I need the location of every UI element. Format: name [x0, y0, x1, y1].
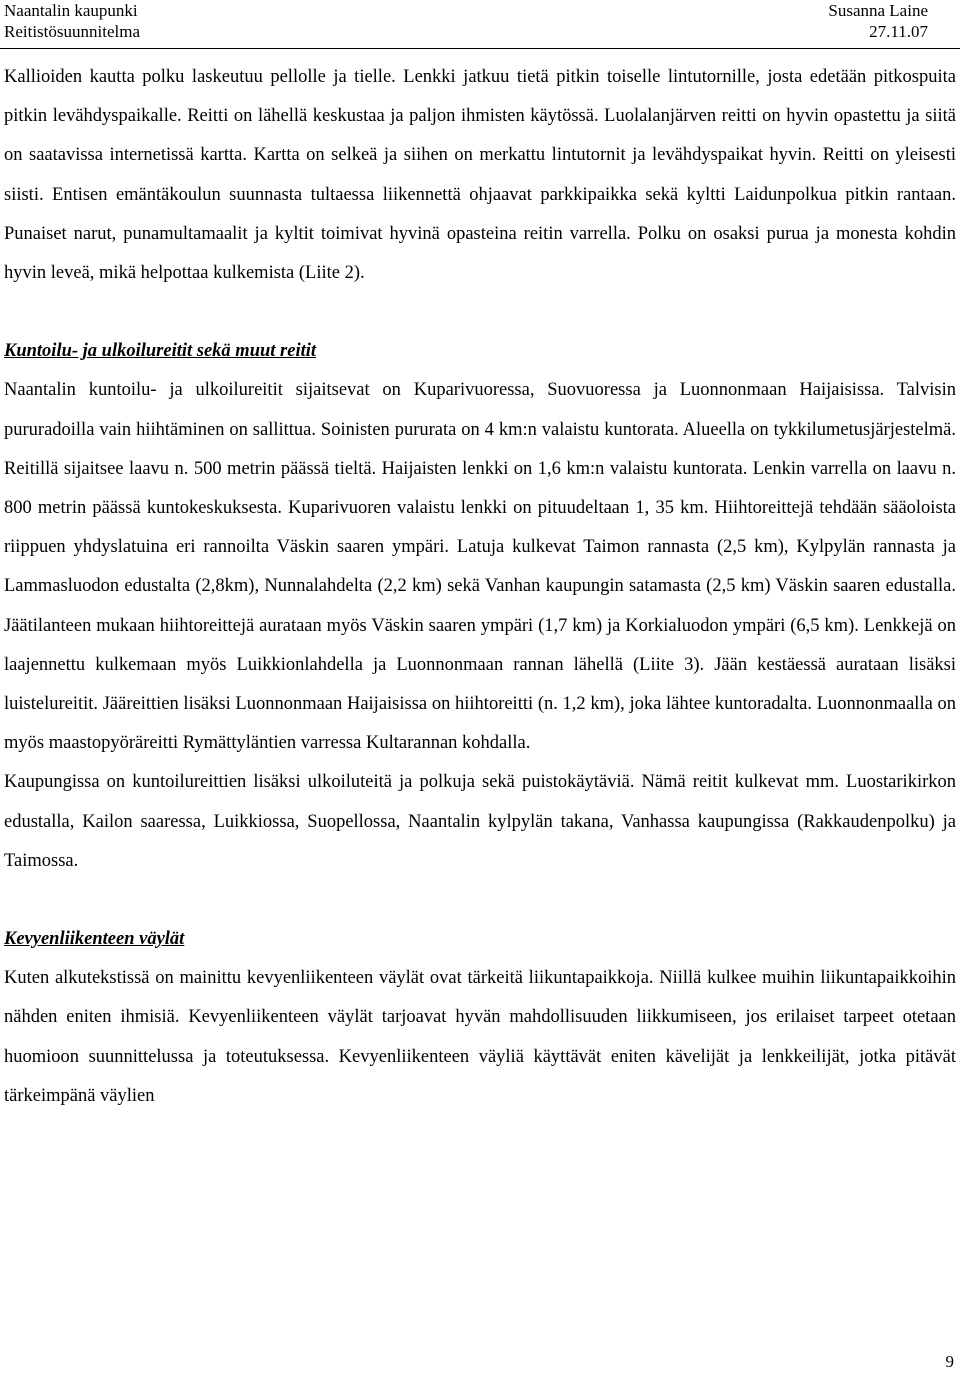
- header-divider: [0, 48, 960, 49]
- page-header: [4, 0, 928, 42]
- section-heading-light-traffic: [4, 920, 956, 959]
- routes-paragraph: Naantalin kuntoilu- ja ulkoilureitit sijaitsevat on Kuparivuoressa, Suovuoressa ja Luonnonmaan Haijaisissa. Talvisin pururadoilla vain hiihtäminen on sallittua. Soinisten pururata on 4 km:n valaistu kuntorata. Alueella on tykkilumetusjärjestelmä. Reitillä sijaitsee laavu n. 500 metrin päässä tieltä. Haijaisten lenkki on 1,6 km:n valaistu kuntorata. Lenkin varrella on laavu n. 800 metrin päässä kuntokeskuksesta. Kuparivuoren valaistu lenkki on pituudeltaan 1, 35 km. Hiihtoreittejä tehdään sääoloista riippuen yhdyslatuina eri rannoilta Väskin saaren ympäri. Latuja kulkevat Taimon rannasta (2,5 km), Kylpylän rannasta ja Lammasluodon edustalta (2,8km), Nunnalahdelta (2,2 km) sekä Vanhan kaupungin satamasta (2,5 km) Väskin saaren edustalla. Jäätilanteen mukaan hiihtoreittejä aurataan myös Väskin saaren ympäri (1,7 km) ja Korkialuodon ympäri (6,5 km). Lenkkejä on laajennettu kulkemaan myös Luikkionlahdella ja Luonnonmaan rannan lähellä (Liite 3). Jään kestäessä aurataan lisäksi luistelureitit. Jääreittien lisäksi Luonnonmaan Haijaisissa on hiihtoreitti (n. 1,2 km), joka lähtee kuntoradalta. Luonnonmaalla on myös maastopyöräreitti Rymättyläntien varressa Kultarannan kohdalla.: [4, 380, 956, 754]
- header-row-top: [4, 0, 928, 21]
- header-date: 27.11.07: [869, 22, 928, 41]
- header-row-bottom: [4, 21, 928, 42]
- section-heading-routes: [4, 332, 956, 371]
- page-body: [4, 58, 956, 1116]
- routes-paragraph-2: Kaupungissa on kuntoilureittien lisäksi ulkoiluteitä ja polkuja sekä puistokäytäviä. Nämä reitit kulkevat mm. Luostarikirkon edustalla, Kailon saaressa, Luikkiossa, Suopellossa, Naantalin kylpylän takana, Vanhassa kaupungissa (Rakkaudenpolku) ja Taimossa.: [4, 772, 956, 871]
- section-heading-light-traffic-text: Kevyenliikenteen väylät: [4, 929, 185, 950]
- intro-paragraph: Kallioiden kautta polku laskeutuu pellolle ja tielle. Lenkki jatkuu tietä pitkin toiselle lintutornille, josta edetään pitkospuita pitkin levähdyspaikalle. Reitti on lähellä keskustaa ja paljon ihmisten käytössä. Luolalanjärven reitti on hyvin opastettu ja siitä on saatavissa internetissä kartta. Kartta on selkeä ja siihen on merkattu lintutornit ja levähdyspaikat hyvin. Reitti on yleisesti siisti. Entisen emäntäkoulun suunnasta tultaessa liikennettä ohjaavat parkkipaikka sekä kyltti Laidunpolkua pitkin rantaan. Punaiset narut, punamultamaalit ja kyltit toimivat hyvinä opasteina reitin varrella. Polku on osaksi purua ja monesta kohdin hyvin leveä, mikä helpottaa kulkemista (Liite 2).: [4, 67, 956, 284]
- header-author: Susanna Laine: [828, 1, 928, 20]
- header-document-title: Reitistösuunnitelma: [4, 22, 140, 41]
- section-heading-routes-text: Kuntoilu- ja ulkoilureitit sekä muut reitit: [4, 341, 317, 362]
- page-number: 9: [945, 1352, 954, 1371]
- header-organization: Naantalin kaupunki: [4, 1, 138, 20]
- light-traffic-paragraph: Kuten alkutekstissä on mainittu kevyenliikenteen väylät ovat tärkeitä liikuntapaikkoja. Niillä kulkee muihin liikuntapaikkoihin nähden eniten ihmisiä. Kevyenliikenteen väylät tarjoavat hyvän mahdollisuuden liikkumiseen, jos erilaiset tarpeet otetaan huomioon suunnittelussa ja toteutuksessa. Kevyenliikenteen väyliä käyttävät eniten kävelijät ja lenkkeilijät, jotka pitävät tärkeimpänä väylien: [4, 968, 956, 1106]
